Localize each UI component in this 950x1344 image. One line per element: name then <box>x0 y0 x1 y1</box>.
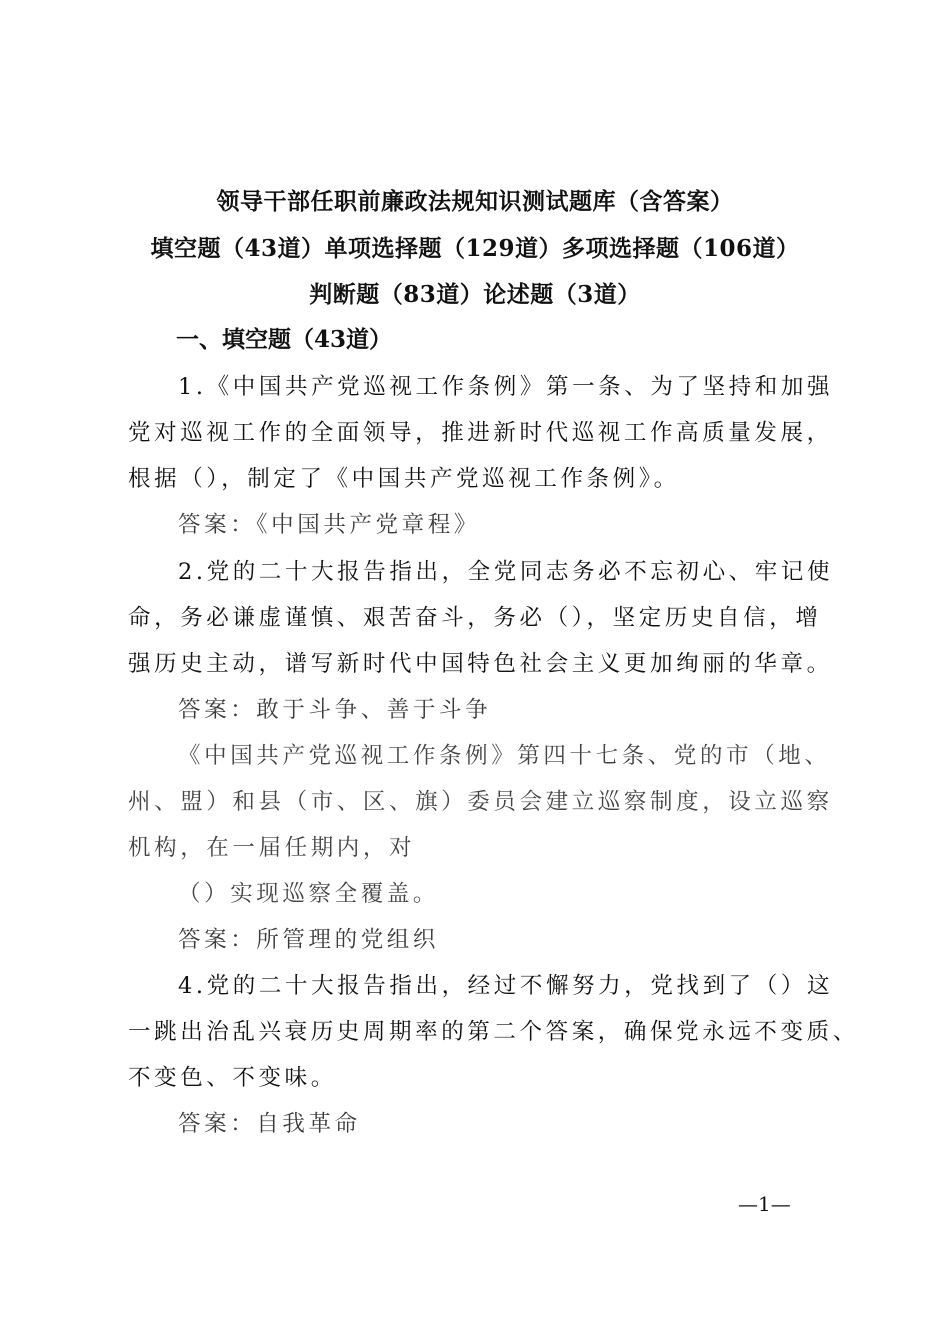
question-1-line-1: 1.《中国共产党巡视工作条例》第一条、为了坚持和加强 <box>178 374 834 400</box>
question-2-line-1: 2.党的二十大报告指出，全党同志务必不忘初心、牢记使 <box>178 559 834 585</box>
document-title-line-3: 判断题（83道）论述题（3道） <box>309 281 641 308</box>
question-4-line-2: 一跳出治乱兴衰历史周期率的第二个答案，确保党永远不变质、 <box>128 1019 859 1045</box>
question-4-line-3: 不变色、不变味。 <box>128 1065 337 1091</box>
question-2-line-3: 强历史主动，谱写新时代中国特色社会主义更加绚丽的华章。 <box>128 651 833 677</box>
section-heading-fill-in: 一、填空题（43道） <box>176 326 393 353</box>
question-3-line-2: 州、盟）和县（市、区、旗）委员会建立巡察制度，设立巡察 <box>128 789 833 815</box>
question-2-answer: 答案：敢于斗争、善于斗争 <box>178 697 492 723</box>
question-1-answer: 答案：《中国共产党章程》 <box>178 512 480 538</box>
question-3-line-1: 《中国共产党巡视工作条例》第四十七条、党的市（地、 <box>178 743 831 769</box>
question-2-line-2: 命，务必谦虚谨慎、艰苦奋斗，务必（），坚定历史自信，增 <box>128 605 822 631</box>
page-number: —1— <box>738 1192 791 1216</box>
question-1-line-3: 根据（），制定了《中国共产党巡视工作条例》。 <box>128 466 680 492</box>
question-4-answer: 答案：自我革命 <box>178 1111 361 1137</box>
question-1-line-2: 党对巡视工作的全面领导，推进新时代巡视工作高质量发展， <box>128 420 833 446</box>
document-title-line-2: 填空题（43道）单项选择题（129道）多项选择题（106道） <box>150 235 800 262</box>
document-title-line-1: 领导干部任职前廉政法规知识测试题库（含答案） <box>216 188 734 215</box>
question-3-line-4: （）实现巡察全覆盖。 <box>178 881 440 907</box>
question-3-answer: 答案：所管理的党组织 <box>178 927 440 953</box>
question-4-line-1: 4.党的二十大报告指出，经过不懈努力，党找到了（）这 <box>178 973 834 999</box>
question-3-line-3: 机构，在一届任期内，对 <box>128 835 416 861</box>
